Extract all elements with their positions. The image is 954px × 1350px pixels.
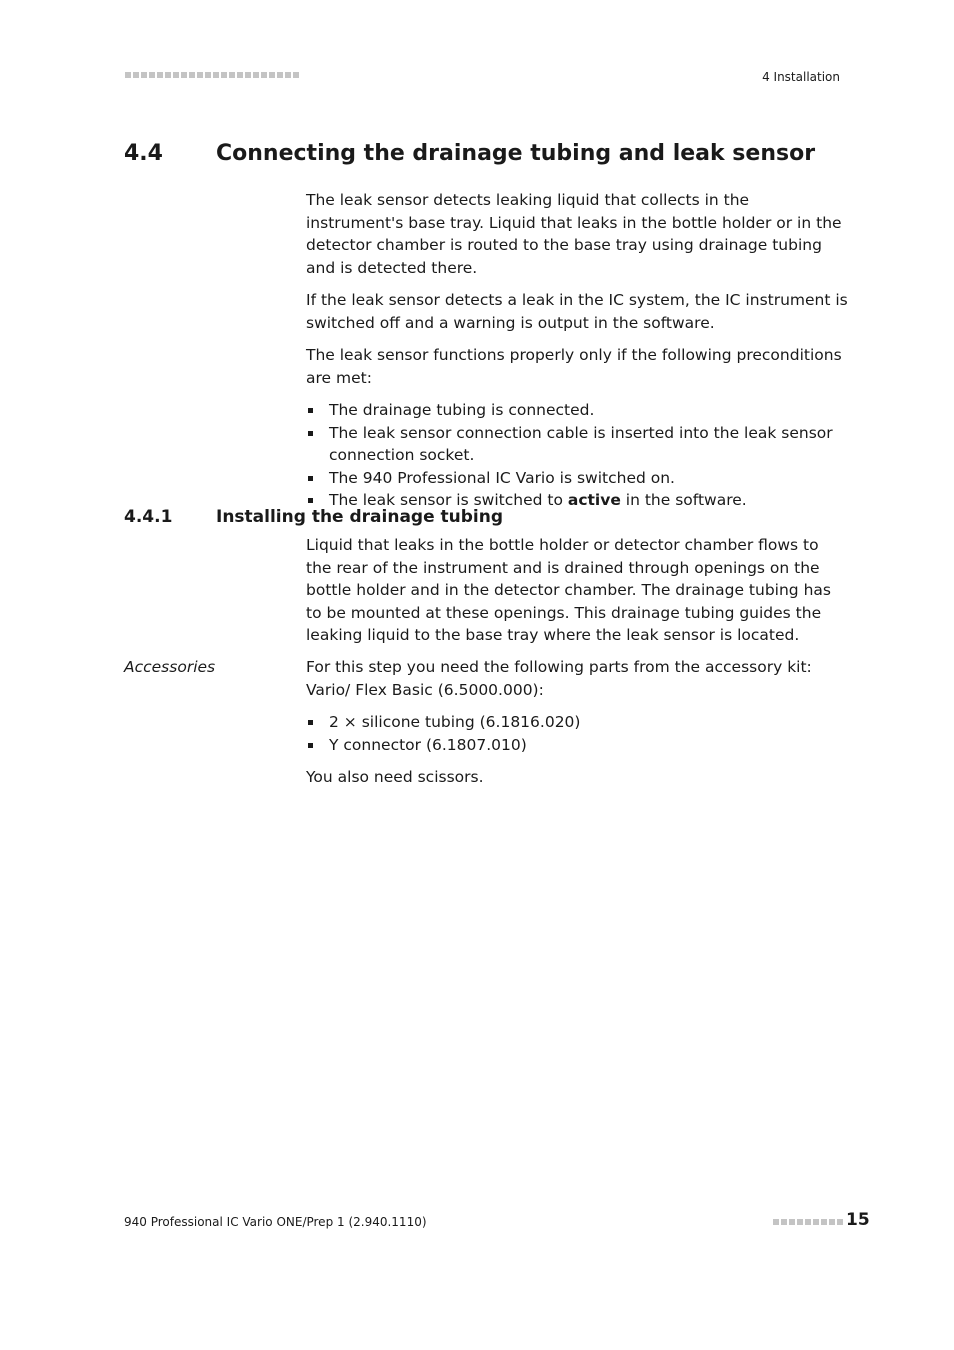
accessories-text bbox=[306, 656, 848, 789]
list-item: The drainage tubing is connected. bbox=[306, 399, 848, 422]
list-item: Y connector (6.1807.010) bbox=[306, 734, 848, 757]
header-section: 4 Installation bbox=[762, 70, 840, 84]
list-item: The leak sensor connection cable is inserted into the leak sensor connection socket. bbox=[306, 422, 848, 467]
preconditions-list bbox=[306, 399, 848, 512]
section-number: 4.4 bbox=[124, 141, 163, 166]
intro-text bbox=[306, 189, 848, 512]
subsection-text bbox=[306, 534, 848, 647]
intro-paragraph-3: The leak sensor functions properly only if the following preconditions are met: bbox=[306, 346, 842, 387]
section-heading bbox=[124, 141, 815, 166]
subsection-number: 4.4.1 bbox=[124, 507, 173, 527]
list-item: 2 × silicone tubing (6.1816.020) bbox=[306, 711, 848, 734]
footer-decoration bbox=[773, 1219, 843, 1225]
list-item: The 940 Professional IC Vario is switched on. bbox=[306, 467, 848, 490]
list-item: The leak sensor is switched to active in the software. bbox=[306, 489, 848, 512]
active-keyword: active bbox=[567, 491, 621, 509]
subsection-paragraph: Liquid that leaks in the bottle holder or detector chamber flows to the rear of the instrument and is drained through openings on the bottle holder and in the detector chamber. The drainage tubing has to be mounted at these openings. This drainage tubing guides the leaking liquid to the base tray where the leak sensor is located. bbox=[306, 536, 831, 644]
accessories-paragraph: For this step you need the following parts from the accessory kit: Vario/ Flex Basic (6.5000.000): bbox=[306, 658, 812, 699]
accessories-list bbox=[306, 711, 848, 756]
intro-paragraph-2: If the leak sensor detects a leak in the IC system, the IC instrument is switched off and a warning is output in the software. bbox=[306, 291, 848, 332]
intro-paragraph-1: The leak sensor detects leaking liquid that collects in the instrument's base tray. Liquid that leaks in the bottle holder or in the detector chamber is routed to the base tray using drainage tubing and is detected there. bbox=[306, 191, 842, 277]
scissors-note: You also need scissors. bbox=[306, 768, 484, 786]
accessories-label: Accessories bbox=[124, 658, 216, 676]
footer-document-title: 940 Professional IC Vario ONE/Prep 1 (2.940.1110) bbox=[124, 1215, 427, 1229]
section-title: Connecting the drainage tubing and leak sensor bbox=[216, 141, 816, 166]
subsection-heading bbox=[124, 507, 503, 527]
header-decoration bbox=[125, 72, 299, 78]
page-number: 15 bbox=[846, 1210, 870, 1230]
subsection-title: Installing the drainage tubing bbox=[216, 507, 504, 527]
